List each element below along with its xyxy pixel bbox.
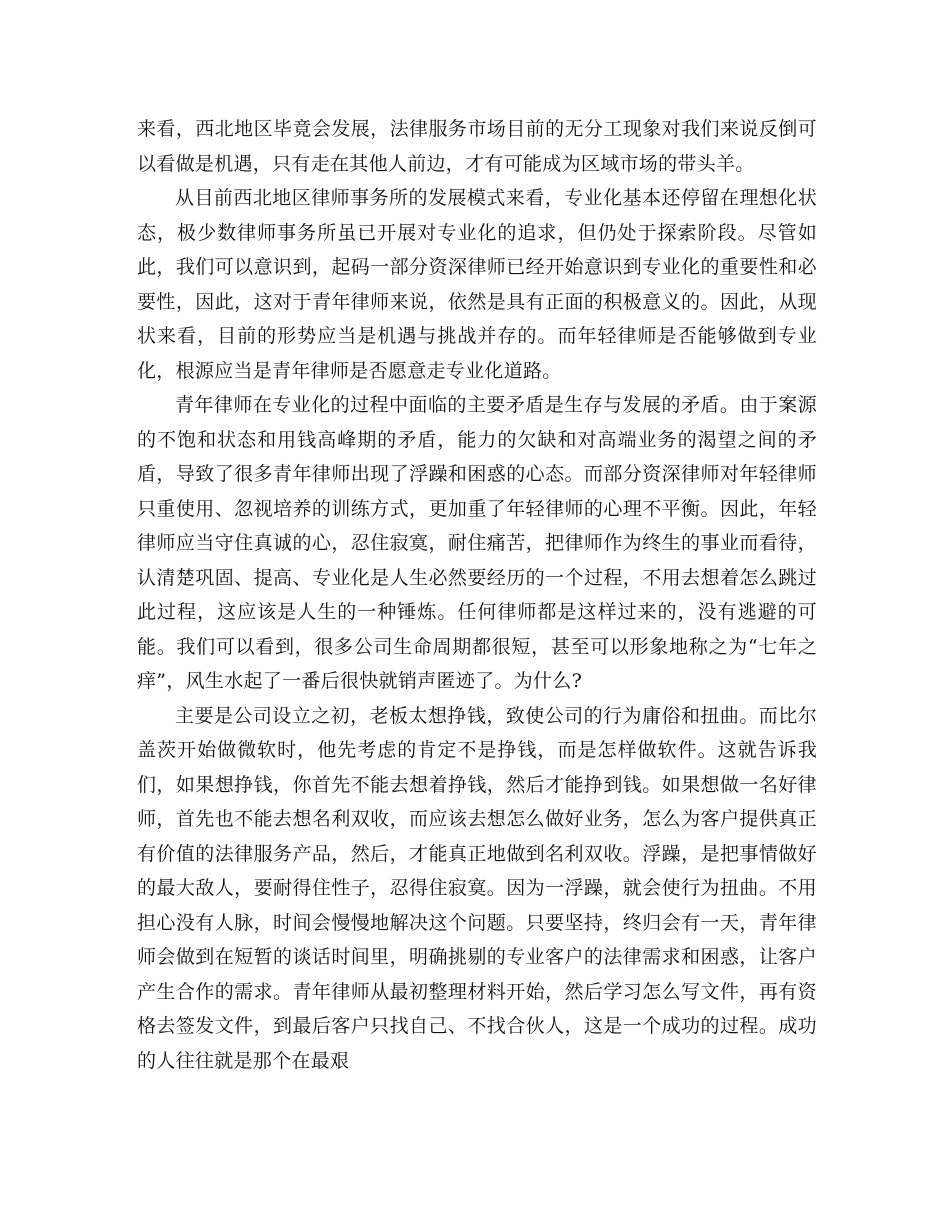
document-body xyxy=(137,112,817,1078)
paragraph-4: 主要是公司设立之初，老板太想挣钱，致使公司的行为庸俗和扭曲。而比尔盖茨开始做微软时，他先考虑的肯定不是挣钱，而是怎样做软件。这就告诉我们，如果想挣钱，你首先不能去想着挣钱，然后才能挣到钱。如果想做一名好律师，首先也不能去想名利双收，而应该去想怎么做好业务，怎么为客户提供真正有价值的法律服务产品，然后，才能真正地做到名利双收。浮躁，是把事情做好的最大敌人，要耐得住性子，忍得住寂寞。因为一浮躁，就会使行为扭曲。不用担心没有人脉，时间会慢慢地解决这个问题。只要坚持，终归会有一天，青年律师会做到在短暂的谈话时间里，明确挑剔的专业客户的法律需求和困惑，让客户产生合作的需求。青年律师从最初整理材料开始，然后学习怎么写文件，再有资格去签发文件，到最后客户只找自己、不找合伙人，这是一个成功的过程。成功的人往往就是那个在最艰 xyxy=(137,704,817,1072)
paragraph-3: 青年律师在专业化的过程中面临的主要矛盾是生存与发展的矛盾。由于案源的不饱和状态和用钱高峰期的矛盾，能力的欠缺和对高端业务的渴望之间的矛盾，导致了很多青年律师出现了浮躁和困惑的心态。而部分资深律师对年轻律师只重使用、忽视培养的训练方式，更加重了年轻律师的心理不平衡。因此，年轻律师应当守住真诚的心，忍住寂寞，耐住痛苦，把律师作为终生的事业而看待，认清楚巩固、提高、专业化是人生必然要经历的一个过程，不用去想着怎么跳过此过程，这应该是人生的一种锤炼。任何律师都是这样过来的，没有逃避的可能。我们可以看到，很多公司生命周期都很短，甚至可以形象地称之为“七年之痒”，风生水起了一番后很快就销声匿迹了。为什么? xyxy=(137,394,817,692)
paragraph-1: 来看，西北地区毕竟会发展，法律服务市场目前的无分工现象对我们来说反倒可以看做是机遇，只有走在其他人前边，才有可能成为区域市场的带头羊。 xyxy=(137,118,817,175)
paragraph-2: 从目前西北地区律师事务所的发展模式来看，专业化基本还停留在理想化状态，极少数律师事务所虽已开展对专业化的追求，但仍处于探索阶段。尽管如此，我们可以意识到，起码一部分资深律师已经开始意识到专业化的重要性和必要性，因此，这对于青年律师来说，依然是具有正面的积极意义的。因此，从现状来看，目前的形势应当是机遇与挑战并存的。而年轻律师是否能够做到专业化，根源应当是青年律师是否愿意走专业化道路。 xyxy=(137,187,817,382)
